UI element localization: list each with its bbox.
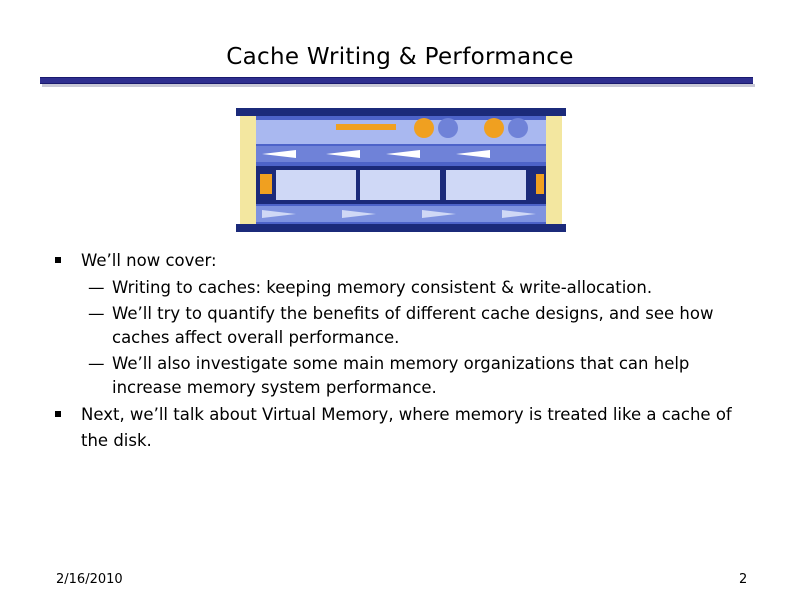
dash-marker: — <box>88 278 105 297</box>
bullet-square-icon <box>55 411 61 417</box>
bullet-list <box>52 248 752 454</box>
sub-bullet-item <box>52 276 752 300</box>
bullet-item <box>52 248 752 274</box>
clip-art-illustration <box>236 106 566 232</box>
sub-bullet-item <box>52 352 752 400</box>
page-number: 2 <box>739 572 748 587</box>
bullet-item <box>52 402 752 454</box>
sub-bullet-text: We’ll try to quantify the benefits of different cache designs, and see how caches affect overall performance. <box>112 304 714 347</box>
bullet-text: We’ll now cover: <box>81 251 217 270</box>
bullet-square-icon <box>55 257 61 263</box>
footer-date: 2/16/2010 <box>56 572 123 587</box>
sub-bullet-text: Writing to caches: keeping memory consistent & write-allocation. <box>112 278 653 297</box>
slide-title: Cache Writing & Performance <box>226 44 574 70</box>
title-underline <box>40 77 753 84</box>
sub-bullet-text: We’ll also investigate some main memory organizations that can help increase memory system performance. <box>112 354 690 397</box>
bullet-text: Next, we’ll talk about Virtual Memory, where memory is treated like a cache of the disk. <box>81 405 732 450</box>
dash-marker: — <box>88 304 105 323</box>
sub-bullet-item <box>52 302 752 350</box>
dash-marker: — <box>88 354 105 373</box>
